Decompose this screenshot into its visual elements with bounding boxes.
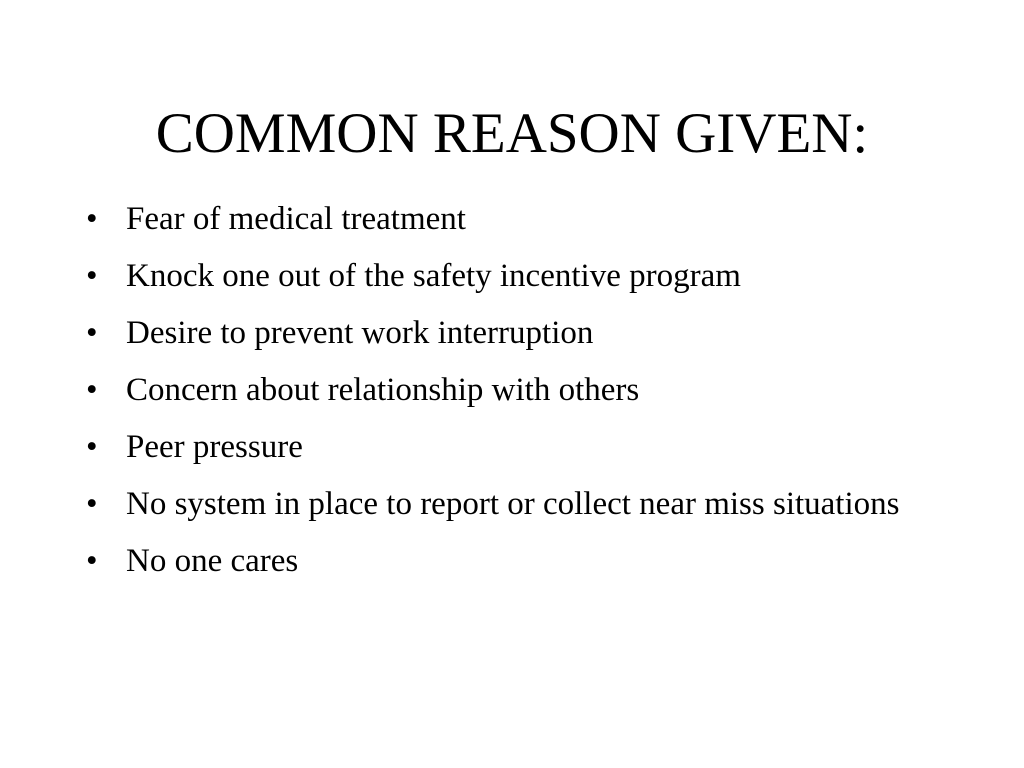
bullet-text: No one cares	[126, 543, 299, 579]
bullet-text: Concern about relationship with others	[126, 372, 640, 408]
bullet-icon: •	[86, 315, 98, 351]
bullet-text: Knock one out of the safety incentive program	[126, 258, 741, 294]
bullet-text: Fear of medical treatment	[126, 201, 466, 237]
bullet-icon: •	[86, 372, 98, 408]
list-item	[86, 197, 926, 241]
list-item	[86, 254, 926, 298]
list-item	[86, 311, 926, 355]
bullet-icon: •	[86, 258, 98, 294]
bullet-icon: •	[86, 429, 98, 465]
bullet-text: Peer pressure	[126, 429, 303, 465]
bullet-text: Desire to prevent work interruption	[126, 315, 594, 351]
slide-title: COMMON REASON GIVEN:	[155, 102, 869, 165]
bullet-icon: •	[86, 201, 98, 237]
bullet-icon: •	[86, 486, 98, 522]
list-item	[86, 539, 926, 583]
bullet-text: No system in place to report or collect near miss situations	[126, 486, 900, 522]
list-item	[86, 482, 926, 526]
list-item	[86, 425, 926, 469]
list-item	[86, 368, 926, 412]
bullet-list	[86, 197, 926, 596]
bullet-icon: •	[86, 543, 98, 579]
